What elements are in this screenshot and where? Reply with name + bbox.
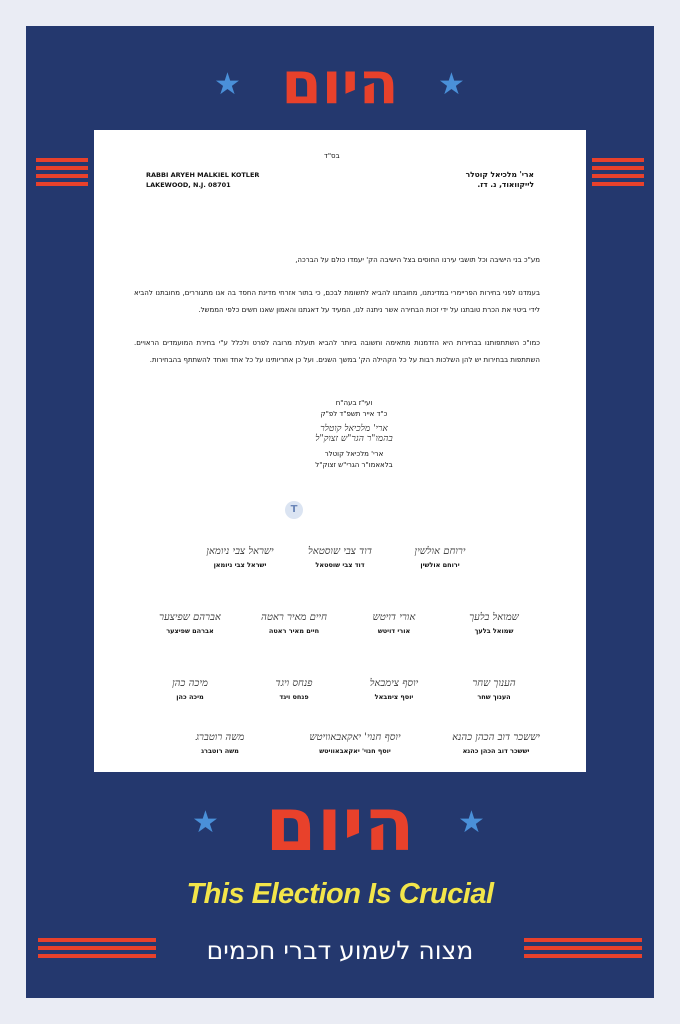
signer-name: אברהם שפיצער (166, 627, 214, 635)
signer (290, 544, 390, 570)
poster (26, 26, 654, 998)
signer (244, 610, 344, 636)
signer-name: דוד צבי שוסטאל (315, 561, 365, 569)
signer (438, 730, 554, 756)
signer-name: יוסף צימבאל (374, 693, 414, 701)
signer (170, 730, 270, 756)
signer (344, 610, 444, 636)
signer-name: יוסף חנוי' יאקאבאוויטש (319, 747, 391, 755)
signer-signature: יוסף חנוי' יאקאבאוויטש (309, 732, 401, 743)
letterhead-english (146, 170, 259, 190)
stripes-decoration (36, 158, 88, 190)
signer (444, 676, 544, 702)
signer-signature: יששכר דוב הכהן כהנא (452, 732, 540, 743)
star-icon: ★ (438, 67, 465, 102)
tagline: This Election Is Crucial (186, 878, 494, 910)
signer (190, 544, 290, 570)
signer (140, 610, 240, 636)
signer-signature: חיים מאיר ראטה (260, 612, 328, 623)
rabbinic-letter (94, 130, 586, 772)
signer (444, 610, 544, 636)
signer-name: אורי דויטש (377, 627, 411, 635)
signer (290, 730, 420, 756)
signer-signature: משה רוטברג (195, 732, 245, 743)
letter-body (134, 252, 540, 385)
signer-name: ישראל צבי ניומאן (213, 561, 267, 569)
main-signature-block (274, 398, 434, 471)
letter-bsd: בס"ד (324, 152, 340, 160)
signer-name: מיכה כהן (176, 693, 204, 701)
star-icon: ★ (192, 805, 219, 840)
signer-name: משה רוטברג (201, 747, 239, 755)
signer-signature: הענוך שחר (472, 678, 516, 689)
signer (140, 676, 240, 702)
main-signature-script: בהמו"ר הגר"ש זצוק"ל (315, 434, 393, 444)
signer-signature: שמואל בלעך (469, 612, 519, 623)
subline: מצוה לשמוע דברי חכמים (206, 936, 474, 965)
closing-line: ועי"ז בעה"ח (335, 399, 373, 407)
signer-name: שמואל בלעך (474, 627, 514, 635)
signer (244, 676, 344, 702)
letterhead-en-city: LAKEWOOD, N.J. 08701 (146, 181, 231, 189)
signer-signature: דוד צבי שוסטאל (308, 546, 372, 557)
signer (390, 544, 490, 570)
signer-name: פנחס ויגד (279, 693, 309, 701)
main-signature-script: ארי' מלכיאל קוטלר (320, 424, 388, 434)
signer-signature: פנחס ויגד (275, 678, 313, 689)
letterhead-hebrew (466, 170, 534, 190)
headline-bottom: היום (265, 782, 415, 868)
signer-signature: מיכה כהן (172, 678, 208, 689)
letterhead-he-name: ארי' מלכיאל קוטלר (465, 170, 534, 179)
date-line: כ"ד אייר תשפ"ד לפ"ק (320, 410, 388, 418)
stripes-decoration (592, 158, 644, 190)
signer-signature: ירוחם אולשין (414, 546, 466, 557)
signer (344, 676, 444, 702)
letterhead-en-name: RABBI ARYEH MALKIEL KOTLER (146, 171, 260, 179)
signer-name: ירוחם אולשין (420, 561, 460, 569)
main-signer-name: ארי' מלכיאל קוטלר (324, 450, 384, 458)
star-icon: ★ (214, 67, 241, 102)
letter-greeting: מע"כ בני הישיבה וכל תושבי עירנו החוסים בצל הישיבה הק' יעמדו כולם על הברכה, (295, 256, 540, 264)
signer-name: חיים מאיר ראטה (268, 627, 320, 635)
signer-name: הענוך שחר (477, 693, 511, 701)
headline-top: היום (281, 49, 399, 117)
signer-name: יששכר דוב הכהן כהנא (462, 747, 530, 755)
signer-signature: יוסף צימבאל (369, 678, 419, 689)
star-icon: ★ (458, 805, 485, 840)
letterhead-he-city: לייקוואוד, נ. דז. (477, 180, 534, 189)
letter-paragraph: בעמדנו לפני בחירות הפריימרי במדינתנו, מחובתנו להביא לתשומת לבכם, כי בתור אזרחי מדינת החסד בה אנו מתגוררים, מחובתנו להביא לידי ביטוי את הכרת טובתנו על ידי זכות הבחירה אשר ניתנה לנו, המעיד על דאגתנו והאמון שאנו חשים כלפי הממשל. (134, 289, 540, 314)
signer-signature: אורי דויטש (372, 612, 416, 623)
signer-signature: ישראל צבי ניומאן (206, 546, 274, 557)
main-signer-lineage: בלאאמו"ר הגרי"ש זצוק"ל (315, 461, 393, 469)
signer-signature: אברהם שפיצער (159, 612, 221, 623)
logo-mark: T (285, 501, 303, 519)
letter-paragraph: כמו"כ השתתפותנו בבחירות היא הזדמנות מתאימה וחשובה ביותר להביא תועלת מרובה לפרט ולכלל ע"י בחירת המועמדים הראויים. השתתפות בבחירות יש להן השלכות רבות על כל הקהילה הק' במשך השנים. ועל כן אחריותינו על כל אחד ואחד להשתתף בהבחירות. (134, 339, 540, 364)
